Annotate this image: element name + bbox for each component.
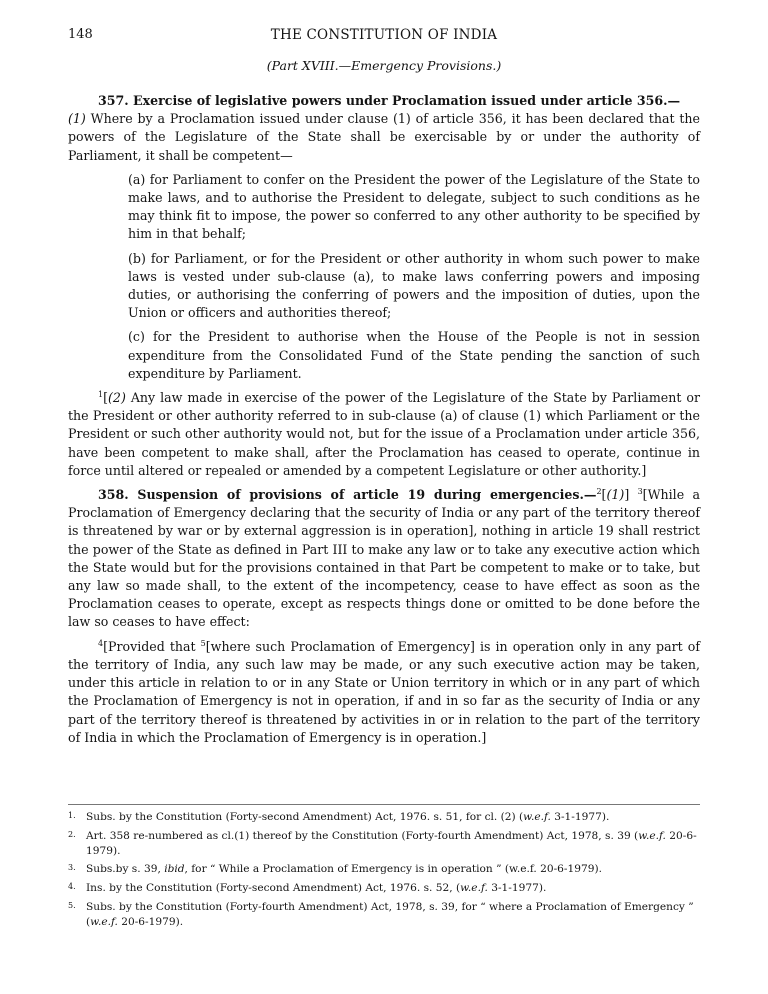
footnote-mark: 5. (68, 900, 76, 910)
footnote-ref: 4 (98, 638, 104, 648)
footnotes (68, 810, 700, 934)
footnote (68, 829, 700, 859)
article-358-proviso (68, 638, 700, 747)
footnote-italic: w.e.f. (523, 811, 551, 823)
page-number: 148 (68, 27, 93, 42)
sub-clause-c (68, 328, 700, 383)
sub-clause-text: for Parliament to confer on the President the power of the Legislature of the State to make laws, and to authorise the President to delegate, subject to such conditions as he may think fit to impose, the power so conferred to any other authority to be specified by him in that behalf; (128, 171, 700, 242)
footnote-text: 3-1-1977). (487, 882, 547, 895)
page-header (68, 27, 700, 47)
document-body (68, 92, 700, 753)
article-357-intro (68, 92, 700, 165)
footnote-text: Art. 358 re-numbered as cl.(1) thereof by the Constitution (Forty-fourth Amendment) Act, 1978, s. 39 ( (86, 829, 639, 842)
footnote-divider (68, 804, 700, 805)
footnote-text: , for “ While a Proclamation of Emergency is in operation ” (w.e.f. 20-6-1979). (184, 863, 602, 876)
running-title: THE CONSTITUTION OF INDIA (270, 27, 498, 43)
footnote (68, 900, 700, 930)
footnote-mark: 3. (68, 863, 76, 873)
sub-clause-a (68, 171, 700, 244)
footnote-italic: ibid (164, 863, 185, 876)
article-357-clause-2 (68, 389, 700, 480)
bracket: ] (624, 487, 630, 503)
clause-text: Where by a Proclamation issued under clause (1) of article 356, it has been declared that the powers of the Legislature of the State shall be exercisable by or under the authority of Parliament, it shall be competent— (68, 111, 700, 163)
sub-clause-text: for Parliament, or for the President or other authority in whom such power to make laws is vested under sub-clause (a), to make laws conferring powers and imposing duties, or authorising the conferring of powers and the imposition of duties, upon the Union or officers and authorities thereof; (128, 250, 700, 321)
footnote-ref: 3 (637, 487, 643, 497)
footnote-text: Subs. by the Constitution (Forty-fourth Amendment) Act, 1978, s. 39, for “ where a Proclamation of Emergency ” ( (86, 900, 694, 928)
footnote-mark: 1. (68, 811, 76, 820)
bracket: [ (103, 390, 109, 406)
footnote-text: 20-6-1979). (117, 915, 184, 928)
footnote-mark: 4. (68, 882, 76, 892)
footnote (68, 881, 700, 896)
article-357-heading: 357. Exercise of legislative powers under Proclamation issued under article 356.— (98, 93, 681, 108)
footnote-ref: 2 (596, 487, 602, 497)
part-heading: (Part XVIII.—Emergency Provisions.) (266, 58, 502, 73)
article-358-heading: 358. Suspension of provisions of article 19 during emergencies.— (98, 487, 597, 503)
clause-number: (2) (108, 390, 126, 406)
footnote-text: Subs. by the Constitution (Forty-second Amendment) Act, 1976. s. 51, for cl. (2) ( (86, 811, 524, 823)
footnote-italic: w.e.f. (460, 882, 488, 895)
footnote-italic: w.e.f. (638, 829, 666, 842)
footnote-text: 3-1-1977). (550, 811, 610, 823)
proviso-text: [where such Proclamation of Emergency] is in operation only in any part of the territory of India, any such law may be made, or any such executive action may be taken, under this article in relation to or in any State or Union territory in which or in any part of which the Proclamation of Emergency is not in operation, if and in so far as the security of India or any part of the territory thereof is threatened by activities in or in relation to the part of the territory of India in which the Proclamation of Emergency is in operation.] (68, 638, 700, 745)
clause-text: Any law made in exercise of the power of the Legislature of the State by Parliament or the President or other authority referred to in sub-clause (a) of clause (1) which Parliament or the President or such other authority would not, but for the issue of a Proclamation under article 356, have been competent to make shall, after the Proclamation has ceased to operate, continue in force until altered or repealed or amended by a competent Legislature or other authority.] (68, 390, 700, 478)
footnote-italic: w.e.f. (90, 915, 118, 928)
footnote-text: Subs.by s. 39, (86, 863, 165, 876)
sub-clause-b (68, 250, 700, 323)
sub-clause-label: (b) (128, 250, 146, 266)
footnote-text: 20-6-1979). (86, 829, 697, 857)
article-358 (68, 486, 700, 632)
footnote-mark: 2. (68, 829, 76, 839)
sub-clause-label: (a) (128, 171, 146, 187)
sub-clause-text: for the President to authorise when the House of the People is not in session expenditure from the Consolidated Fund of the State pending the sanction of such expenditure by Parliament. (128, 329, 700, 381)
footnote-ref: 5 (200, 638, 206, 648)
footnote-text: Ins. by the Constitution (Forty-second Amendment) Act, 1976. s. 52, ( (86, 882, 461, 895)
bracket: [ (601, 487, 607, 503)
footnote (68, 810, 700, 825)
proviso-text: [Provided that (103, 638, 201, 654)
footnote (68, 862, 700, 877)
sub-clause-label: (c) (128, 329, 145, 345)
clause-number: (1) (606, 487, 625, 503)
clause-text: [While a Proclamation of Emergency declaring that the security of India or any part of the territory thereof is threatened by war or by external aggression is in operation], nothing in article 19 shall restrict the power of the State as defined in Part III to make any law or to take any executive action which the State would but for the provisions contained in that Part be competent to make or to take, but any law so made shall, to the extent of the incompetency, cease to have effect as soon as the Proclamation ceases to operate, except as respects things done or omitted to be done before the law so ceases to have effect: (68, 487, 700, 630)
clause-number: (1) (68, 111, 86, 127)
footnote-ref: 1 (98, 390, 104, 400)
